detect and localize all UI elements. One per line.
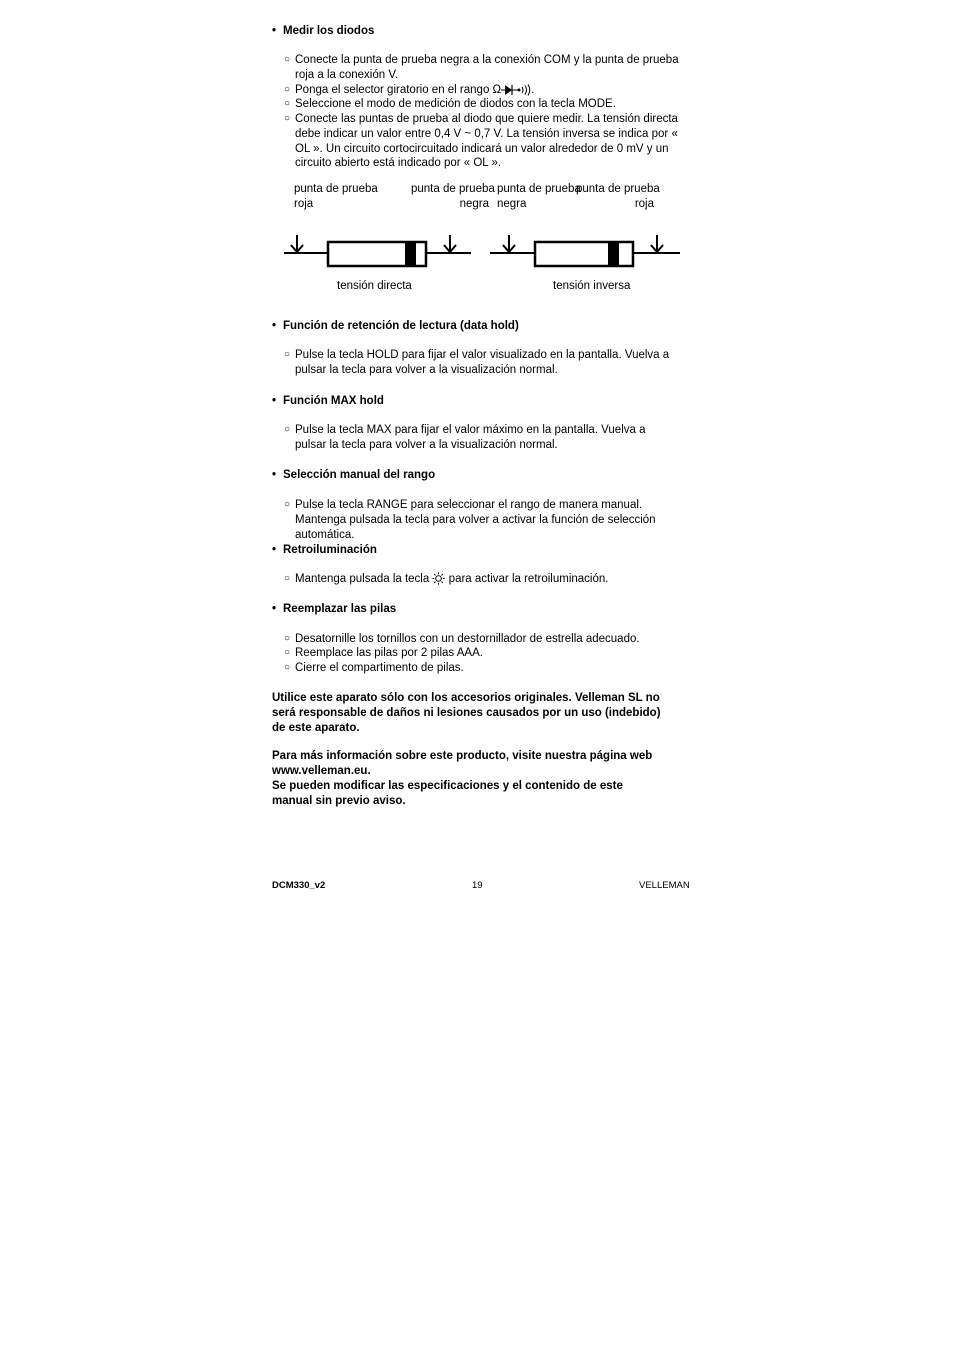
diode-continuity-icon [501, 84, 531, 96]
footer-model: DCM330_v2 [272, 880, 326, 891]
circle-bullet-icon: ○ [284, 633, 291, 644]
sun-icon [432, 572, 445, 585]
section-heading-backlight [272, 543, 377, 557]
list-item [284, 646, 684, 661]
bullet-icon: • [272, 395, 277, 407]
ohm-symbol: Ω [492, 84, 502, 96]
list-item [284, 498, 668, 542]
heading-text: Retroiluminación [283, 544, 377, 556]
circle-bullet-icon: ○ [284, 424, 291, 435]
item-text: Pulse la tecla RANGE para seleccionar el rango de manera manual. Mantenga pulsada la tecla para volver a activar la función de selección automática. [295, 499, 656, 541]
section-heading-range [272, 468, 435, 482]
notice-accessories: Utilice este aparato sólo con los accesorios originales. Velleman SL no será responsable de daños ni lesiones causados por un uso (indebido) de este aparato. [272, 692, 661, 734]
list-item [284, 112, 682, 171]
page-number: 19 [472, 880, 483, 891]
probe-label-black-reverse: punta de prueba negra [497, 183, 581, 210]
list-item [284, 423, 664, 453]
heading-text: Medir los diodos [283, 25, 375, 37]
bullet-icon: • [272, 469, 277, 481]
notice-website: Para más información sobre este producto, visite nuestra página web www.velleman.eu. [272, 750, 653, 777]
circle-bullet-icon: ○ [284, 54, 291, 65]
list-item [284, 83, 684, 98]
reverse-diode-drawing [490, 235, 680, 266]
list-item [284, 97, 684, 112]
bullet-icon: • [272, 603, 277, 615]
bullet-icon: • [272, 544, 277, 556]
item-text: Conecte la punta de prueba negra a la conexión COM y la punta de prueba roja a la conexión V. [295, 54, 679, 81]
item-text: Ponga el selector giratorio en el rango Ω . [295, 84, 535, 96]
item-text: Pulse la tecla MAX para fijar el valor máximo en la pantalla. Vuelva a pulsar la tecla para volver a la visualización normal. [295, 424, 646, 451]
list-item [284, 53, 684, 83]
circle-bullet-icon: ○ [284, 647, 291, 658]
circle-bullet-icon: ○ [284, 499, 291, 510]
list-item [284, 661, 684, 676]
probe-label-red-reverse: punta de prueba roja [576, 183, 660, 210]
section-heading-battery [272, 602, 396, 616]
heading-text: Selección manual del rango [283, 469, 436, 481]
section-heading-maxhold [272, 394, 384, 408]
footer-brand: VELLEMAN [639, 880, 690, 891]
circle-bullet-icon: ○ [284, 98, 291, 109]
probe-label-red-forward: punta de prueba roja [294, 183, 378, 210]
item-text: Mantenga pulsada la tecla para activar la retroiluminación. [295, 573, 609, 585]
caption-forward: tensión directa [337, 280, 412, 292]
circle-bullet-icon: ○ [284, 349, 291, 360]
item-text: Pulse la tecla HOLD para fijar el valor visualizado en la pantalla. Vuelva a pulsar la tecla para volver a la visualización normal. [295, 349, 670, 376]
list-item [284, 348, 684, 378]
item-text: Seleccione el modo de medición de diodos con la tecla MODE. [295, 98, 616, 110]
circle-bullet-icon: ○ [284, 113, 291, 124]
list-item [284, 632, 684, 647]
item-text: Desatornille los tornillos con un destornillador de estrella adecuado. [295, 633, 640, 645]
heading-text: Reemplazar las pilas [283, 603, 397, 615]
forward-diode-drawing [284, 235, 471, 266]
bullet-icon: • [272, 320, 277, 332]
item-text: Conecte las puntas de prueba al diodo que quiere medir. La tensión directa debe indicar un valor entre 0,4 V ~ 0,7 V. La tensión inversa se indica por « OL ». Un circuito cortocircuitado indicará un valor alrededor de 0 mV y un circuito abierto está indicado por « OL ». [295, 113, 678, 170]
caption-reverse: tensión inversa [553, 280, 631, 292]
circle-bullet-icon: ○ [284, 573, 291, 584]
bullet-icon: • [272, 25, 277, 37]
circle-bullet-icon: ○ [284, 84, 291, 95]
heading-text: Función de retención de lectura (data hold) [283, 320, 519, 332]
item-text: Reemplace las pilas por 2 pilas AAA. [295, 647, 483, 659]
heading-text: Función MAX hold [283, 395, 384, 407]
list-item [284, 572, 684, 587]
item-text: Cierre el compartimento de pilas. [295, 662, 464, 674]
diode-test-diagram [280, 228, 684, 274]
section-heading-diodos [272, 24, 374, 38]
notice-specifications: Se pueden modificar las especificaciones y el contenido de este manual sin previo aviso. [272, 780, 623, 807]
section-heading-hold [272, 319, 519, 333]
circle-bullet-icon: ○ [284, 662, 291, 673]
probe-label-black-forward: punta de prueba negra [411, 183, 495, 210]
